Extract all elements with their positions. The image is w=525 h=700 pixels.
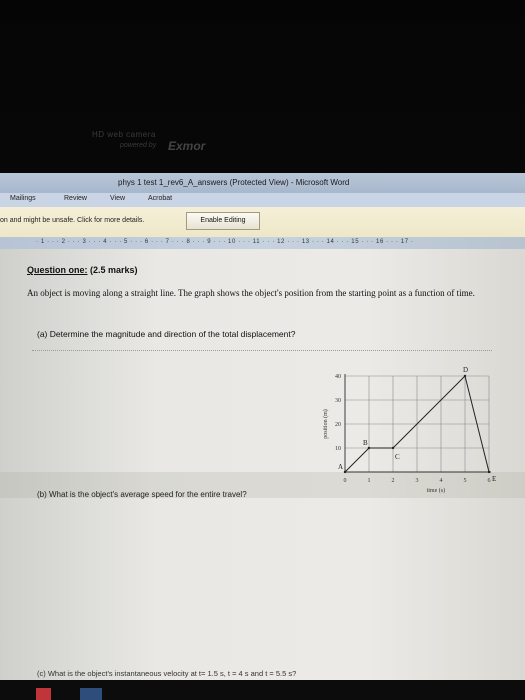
document-page[interactable]	[0, 249, 525, 700]
window-title: phys 1 test 1_rev6_A_answers (Protected View) - Microsoft Word	[118, 178, 350, 187]
position-time-graph	[300, 359, 500, 494]
taskbar-word-icon[interactable]	[80, 688, 102, 700]
question-heading	[27, 265, 138, 275]
taskbar-app-icon[interactable]	[36, 688, 51, 700]
chart-svg	[300, 359, 500, 494]
webcam-powered-text: powered by	[120, 142, 157, 149]
screen	[0, 173, 525, 700]
point-label: C	[395, 453, 400, 461]
webcam-label: HD web camera	[92, 130, 156, 139]
tab-mailings[interactable]: Mailings	[10, 195, 36, 202]
webcam-brand: Exmor	[168, 139, 206, 153]
x-tick-label: 1	[367, 478, 371, 484]
point-label: E	[492, 475, 497, 483]
point-label: A	[338, 463, 344, 471]
taskbar	[0, 680, 525, 700]
x-tick-label: 0	[343, 478, 347, 484]
question-heading-label: Question one:	[27, 265, 88, 275]
data-point	[368, 447, 370, 449]
ruler-marks: · 1 · · · 2 · · · 3 · · · 4 · · · 5 · · · 6 · · · 7 · · · 8 · · · 9 · · · 10 · · · 11 · · · 12 · · · 13 · · · 14 · · · 15 · · · 16 · · · 17 ·	[36, 239, 414, 245]
x-tick-label: 3	[415, 478, 419, 484]
y-tick-label: 10	[335, 446, 341, 452]
tab-review[interactable]: Review	[64, 195, 87, 202]
dotted-divider	[32, 350, 492, 351]
enable-editing-button[interactable]: Enable Editing	[186, 212, 260, 230]
data-point	[464, 375, 466, 377]
protected-view-bar	[0, 207, 525, 238]
data-point	[392, 447, 394, 449]
y-axis-label: position (m)	[323, 409, 329, 439]
point-label: D	[463, 366, 469, 374]
data-point	[344, 471, 346, 473]
x-tick-label: 2	[391, 478, 395, 484]
question-part-c: (c) What is the object's instantaneous velocity at t= 1.5 s, t = 4 s and t = 5.5 s?	[37, 669, 297, 678]
question-heading-marks: (2.5 marks)	[87, 265, 138, 275]
ruler[interactable]	[0, 237, 525, 249]
x-tick-label: 5	[463, 478, 467, 484]
point-label: B	[363, 439, 368, 447]
tab-view[interactable]: View	[110, 195, 126, 202]
tab-acrobat[interactable]: Acrobat	[148, 195, 173, 202]
data-point	[488, 471, 490, 473]
question-part-b: (b) What is the object's average speed for the entire travel?	[37, 490, 247, 499]
x-axis-label: time (s)	[426, 488, 446, 494]
question-part-a: (a) Determine the magnitude and direction of the total displacement?	[37, 329, 296, 339]
ribbon-tabs	[0, 193, 525, 207]
x-tick-label: 4	[439, 478, 443, 484]
y-tick-label: 20	[335, 422, 341, 428]
y-tick-label: 30	[335, 398, 341, 404]
y-tick-label: 40	[335, 374, 341, 380]
title-bar	[0, 173, 525, 193]
protected-view-message[interactable]: on and might be unsafe. Click for more details.	[0, 217, 145, 224]
x-tick-label: 6	[487, 478, 491, 484]
question-intro: An object is moving along a straight line. The graph shows the object's position from the starting point as a function of time.	[27, 288, 475, 298]
